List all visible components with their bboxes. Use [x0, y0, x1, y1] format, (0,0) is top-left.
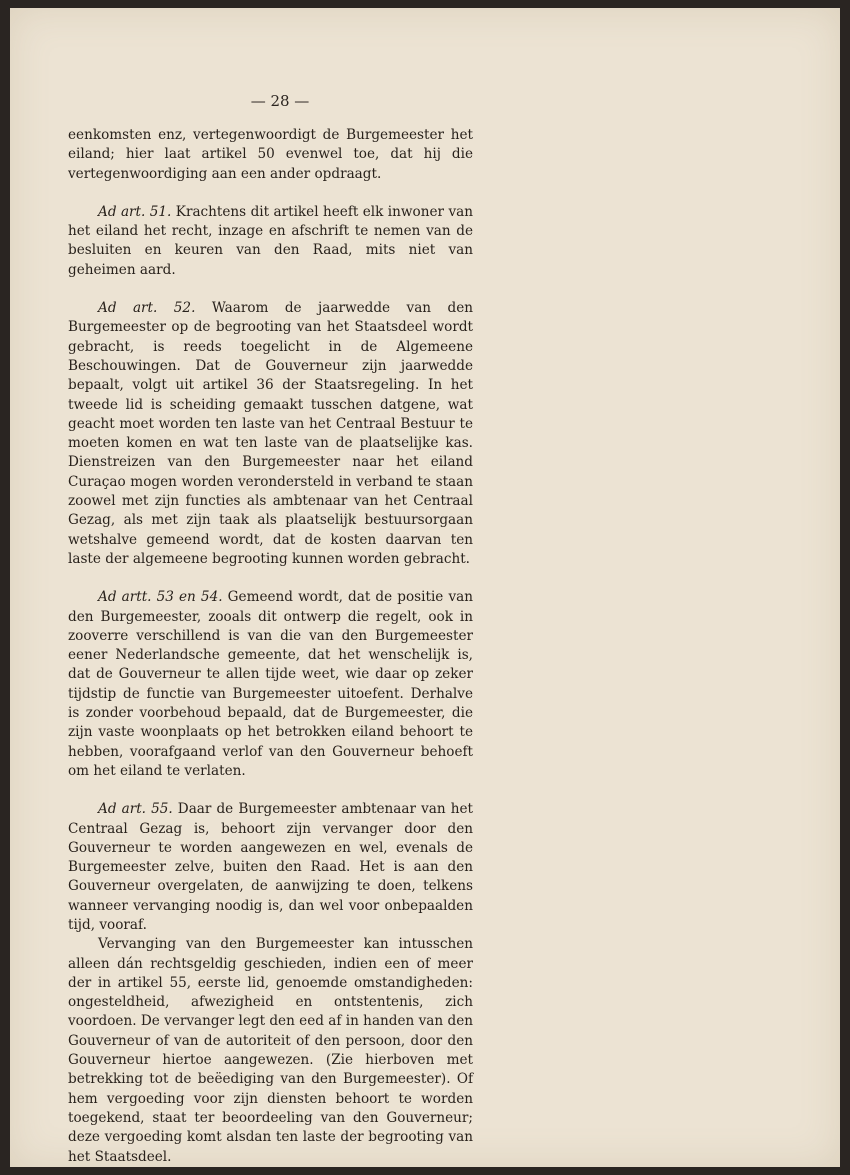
paragraph-text: Krachtens dit artikel heeft elk inwoner van het eiland het recht, inzage en afschrift te nemen van de besluiten en keuren van den Raad, mits niet van geheimen aard. — [68, 203, 473, 278]
paragraph-art-53-54 — [68, 588, 473, 781]
text-body — [68, 126, 473, 1167]
paragraph-text: Daar de Burgemeester ambtenaar van het Centraal Gezag is, behoort zijn vervanger door den Gouverneur te worden aangewezen en wel, evenals de Burgemeester zelve, buiten den Raad. Het is aan den Gouverneur overgelaten, de aanwijzing te doen, telkens wanneer vervanging noodig is, dan wel voor onbepaalden tijd, vooraf. — [68, 801, 473, 933]
paragraph-vervanging — [68, 935, 473, 1167]
paragraph-text: eenkomsten enz, vertegenwoordigt de Burgemeester het eiland; hier laat artikel 50 evenwel toe, dat hij die vertegenwoordiging aan een ander opdraagt. — [68, 127, 473, 182]
paragraph-art-52 — [68, 299, 473, 569]
article-reference: Ad art. 52. — [98, 300, 196, 317]
paragraph-text: Waarom de jaarwedde van den Burgemeester op de begrooting van het Staatsdeel wordt gebracht, is reeds toegelicht in de Algemeene Beschouwingen. Dat de Gouverneur zijn jaarwedde bepaalt, volgt uit artikel 36 der Staatsregeling. In het tweede lid is scheiding gemaakt tusschen datgene, wat geacht moet worden ten laste van het Centraal Bestuur te moeten komen en wat ten laste van de plaatselijke kas. Dienstreizen van den Burgemeester naar het eiland Curaçao mogen worden verondersteld in verband te staan zoowel met zijn functies als ambtenaar van het Centraal Gezag, als met zijn taak als plaatselijk bestuursorgaan wetshalve gemeend wordt, dat de kosten daarvan ten laste der algemeene begrooting kunnen worden gebracht. — [68, 300, 474, 567]
paragraph-art-51 — [68, 203, 473, 280]
article-reference: Ad art. 51. — [98, 203, 172, 220]
paragraph-art-55 — [68, 800, 473, 935]
paragraph-intro — [68, 126, 473, 184]
article-reference: Ad art. 55. — [98, 801, 173, 818]
paragraph-text: Gemeend wordt, dat de positie van den Burgemeester, zooals dit ontwerp die regelt, ook in zooverre verschillend is van die van den Burgemeester eener Nederlandsche gemeente, dat het wenschelijk is, dat de Gouverneur te allen tijde weet, wie daar op zeker tijdstip de functie van Burgemeester uitoefent. Derhalve is zonder voorbehoud bepaald, dat de Burgemeester, die zijn vaste woonplaats op het betrokken eiland behoort te hebben, voorafgaand verlof van den Gouverneur behoeft om het eiland te verlaten. — [68, 589, 473, 779]
page-number: — 28 — — [250, 92, 310, 110]
paragraph-text: Vervanging van den Burgemeester kan intusschen alleen dán rechtsgeldig geschieden, indien een of meer der in artikel 55, eerste lid, genoemde omstandigheden: ongesteldheid, afwezigheid en ontstentenis, zich voordoen. De vervanger legt den eed af in handen van den Gouverneur of van de autoriteit of den persoon, door den Gouverneur hiertoe aangewezen. (Zie hierboven met betrekking tot de beëediging van den Burgemeester). Of hem vergoeding voor zijn diensten behoort te worden toegekend, staat ter beoordeeling van den Gouverneur; deze vergoeding komt alsdan ten laste der begrooting van het Staatsdeel. — [68, 936, 473, 1165]
article-reference: Ad artt. 53 en 54. — [98, 589, 223, 606]
document-page — [10, 8, 840, 1167]
